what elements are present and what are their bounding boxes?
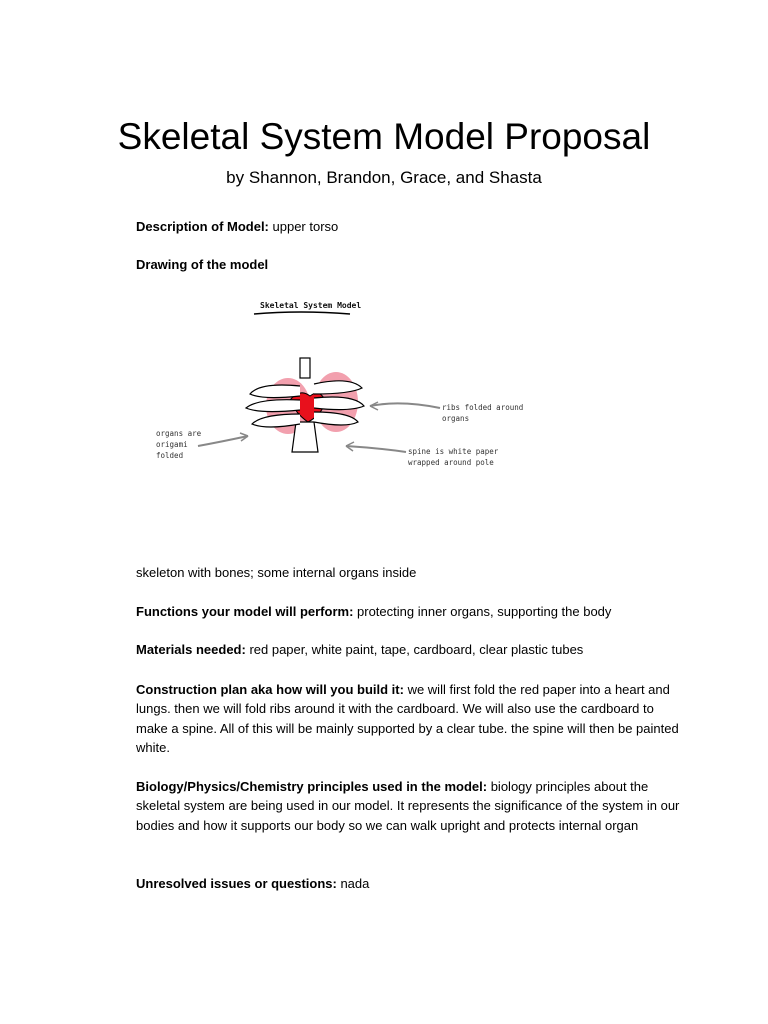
materials-label: Materials needed: bbox=[136, 642, 246, 657]
unresolved-value: nada bbox=[336, 876, 370, 891]
document-title: Skeletal System Model Proposal bbox=[117, 116, 651, 157]
spine-bottom bbox=[292, 422, 318, 452]
materials-value: red paper, white paint, tape, cardboard, clear plastic tubes bbox=[245, 642, 584, 657]
description-label: Description of Model: bbox=[136, 219, 269, 234]
functions-section bbox=[136, 602, 684, 621]
label-organs-line3: folded bbox=[156, 451, 184, 460]
description-section bbox=[136, 217, 684, 236]
drawing-caption: skeleton with bones; some internal organs inside bbox=[136, 565, 417, 580]
functions-value: protecting inner organs, supporting the body bbox=[353, 604, 612, 619]
label-ribs-line1: ribs folded around bbox=[442, 403, 524, 412]
unresolved-section bbox=[136, 874, 684, 893]
drawing-title-underline bbox=[254, 312, 350, 314]
label-organs-line1: organs are bbox=[156, 429, 202, 438]
principles-section bbox=[136, 777, 684, 835]
principles-value: biology principles about the skeletal system are being used in our model. It represents the significance of the system in our bodies and how it supports our body so we can walk upright and protects internal organ bbox=[136, 779, 680, 833]
rib-left-2 bbox=[246, 400, 300, 412]
label-ribs-line2: organs bbox=[442, 414, 470, 423]
drawing-title: Skeletal System Model bbox=[260, 301, 362, 310]
construction-section bbox=[136, 680, 684, 757]
document-byline: by Shannon, Brandon, Grace, and Shasta bbox=[226, 168, 542, 187]
unresolved-label: Unresolved issues or questions: bbox=[136, 876, 337, 891]
rib-left-3 bbox=[252, 414, 300, 427]
label-organs-line2: origami bbox=[156, 440, 188, 449]
skeleton-drawing bbox=[150, 296, 530, 476]
description-value: upper torso bbox=[268, 219, 339, 234]
label-spine-line2: wrapped around pole bbox=[408, 458, 494, 467]
arrow-ribs bbox=[370, 403, 440, 408]
arrow-spine bbox=[346, 446, 406, 452]
functions-label: Functions your model will perform: bbox=[136, 604, 354, 619]
construction-value: we will first fold the red paper into a heart and lungs. then we will fold ribs around it with the cardboard. We will also use the cardboard to make a spine. All of this will be mainly supported by a clear tube. the spine will then be painted white. bbox=[136, 682, 679, 755]
label-spine-line1: spine is white paper bbox=[408, 447, 499, 456]
spine-top bbox=[300, 358, 310, 378]
rib-left-1 bbox=[250, 385, 300, 398]
materials-section bbox=[136, 640, 684, 659]
drawing-heading: Drawing of the model bbox=[136, 257, 269, 272]
arrow-organs bbox=[198, 436, 248, 446]
principles-label: Biology/Physics/Chemistry principles used in the model: bbox=[136, 779, 488, 794]
construction-label: Construction plan aka how will you build it: bbox=[136, 682, 404, 697]
